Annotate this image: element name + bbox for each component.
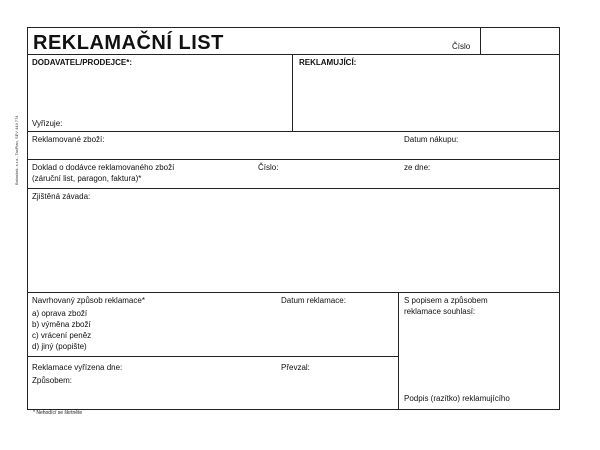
complaint-form	[27, 27, 560, 410]
handled-by-label: Vyřizuje:	[32, 119, 63, 128]
resolved-date-label: Reklamace vyřízena dne:	[32, 363, 123, 372]
divider	[292, 54, 293, 131]
form-title: REKLAMAČNÍ LIST	[33, 32, 224, 54]
resolution-method-label: Způsobem:	[32, 376, 73, 385]
number-field[interactable]	[480, 28, 481, 54]
option-exchange[interactable]: b) výměna zboží	[32, 320, 91, 329]
document-number-label: Číslo:	[258, 163, 279, 172]
divider	[28, 54, 559, 55]
divider	[28, 131, 559, 132]
complainant-label: REKLAMUJÍCÍ:	[299, 58, 357, 67]
divider	[28, 292, 559, 293]
divider	[398, 292, 399, 409]
defect-label: Zjištěná závada:	[32, 192, 91, 201]
agreement-label-line1: S popisem a způsobem	[404, 296, 488, 305]
purchase-date-label: Datum nákupu:	[404, 135, 459, 144]
document-label-line1: Doklad o dodávce reklamovaného zboží	[32, 163, 175, 172]
option-other[interactable]: d) jiný (popište)	[32, 342, 87, 351]
goods-label: Reklamované zboží:	[32, 135, 105, 144]
document-label-line2: (záruční list, paragon, faktura)*	[32, 174, 142, 183]
supplier-label: DODAVATEL/PRODEJCE*:	[32, 58, 133, 67]
document-date-label: ze dne:	[404, 163, 431, 172]
signature-label: Podpis (razítko) reklamujícího	[404, 394, 510, 403]
method-label: Navrhovaný způsob reklamace*	[32, 296, 145, 305]
footnote: * Nehodící se škrtněte	[33, 410, 83, 416]
number-label: Číslo	[452, 42, 471, 51]
divider	[28, 188, 559, 189]
option-refund[interactable]: c) vrácení peněz	[32, 331, 92, 340]
option-repair[interactable]: a) oprava zboží	[32, 309, 88, 318]
agreement-label-line2: reklamace souhlasí:	[404, 307, 476, 316]
divider	[28, 356, 398, 357]
complaint-date-label: Datum reklamace:	[281, 296, 346, 305]
divider	[28, 159, 559, 160]
received-by-label: Převzal:	[281, 363, 310, 372]
side-imprint: Baloušek, s.r.o., TaxPlan, SEV 444 774	[14, 115, 19, 185]
